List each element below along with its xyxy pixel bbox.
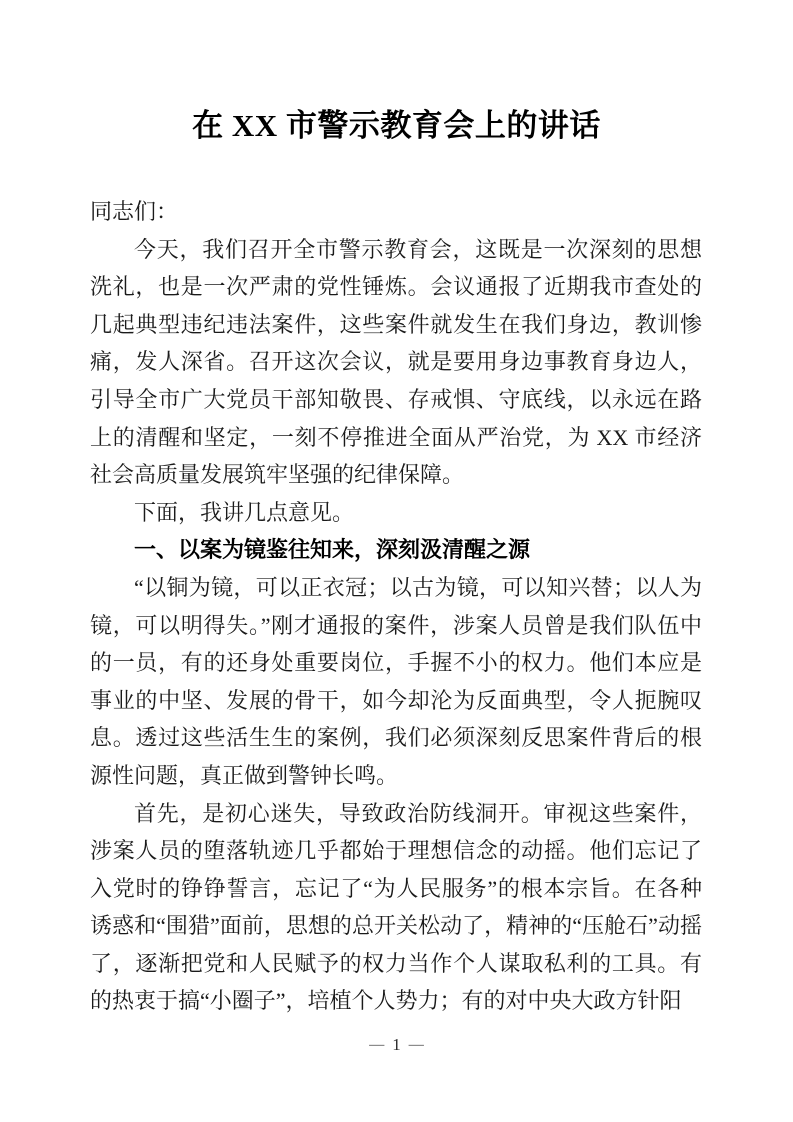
document-title: 在 XX 市警示教育会上的讲话 xyxy=(192,108,601,143)
paragraph: 首先，是初心迷失，导致政治防线洞开。审视这些案件，涉案人员的堕落轨迹几乎都始于理想信念的动摇。他们忘记了入党时的铮铮誓言，忘记了“为人民服务”的根本宗旨。在各种诱惑和“围猎”面前，思想的总开关松动了，精神的“压舱石”动摇了，逐渐把党和人民赋予的权力当作个人谋取私利的工具。有的热衷于搞“小圈子”，培植个人势力；有的对中央大政方针阳 xyxy=(90,800,702,1014)
page-number: 1 xyxy=(392,1035,401,1054)
paragraph: “以铜为镜，可以正衣冠；以古为镜，可以知兴替；以人为镜，可以明得失。”刚才通报的案件，涉案人员曾是我们队伍中的一员，有的还身处重要岗位，手握不小的权力。他们本应是事业的中坚、发展的骨干，如今却沦为反面典型，令人扼腕叹息。透过这些活生生的案例，我们必须深刻反思案件背后的根源性问题，真正做到警钟长鸣。 xyxy=(90,574,702,788)
salutation: 同志们： xyxy=(90,199,179,224)
footer-dash-right: — xyxy=(407,1035,425,1055)
paragraph: 今天，我们召开全市警示教育会，这既是一次深刻的思想洗礼，也是一次严肃的党性锤炼。会议通报了近期我市查处的几起典型违纪违法案件，这些案件就发生在我们身边，教训惨痛，发人深省。召开这次会议，就是要用身边事教育身边人，引导全市广大党员干部知敬畏、存戒惧、守底线，以永远在路上的清醒和坚定，一刻不停推进全面从严治党，为 XX 市经济社会高质量发展筑牢坚强的纪律保障。 xyxy=(90,236,702,488)
page-footer xyxy=(0,1031,793,1059)
document-body xyxy=(90,193,702,1020)
paragraph: 下面，我讲几点意见。 xyxy=(134,499,355,525)
footer-dash-left: — xyxy=(368,1035,386,1055)
section-heading: 一、以案为镜鉴往知来，深刻汲清醒之源 xyxy=(134,537,531,563)
